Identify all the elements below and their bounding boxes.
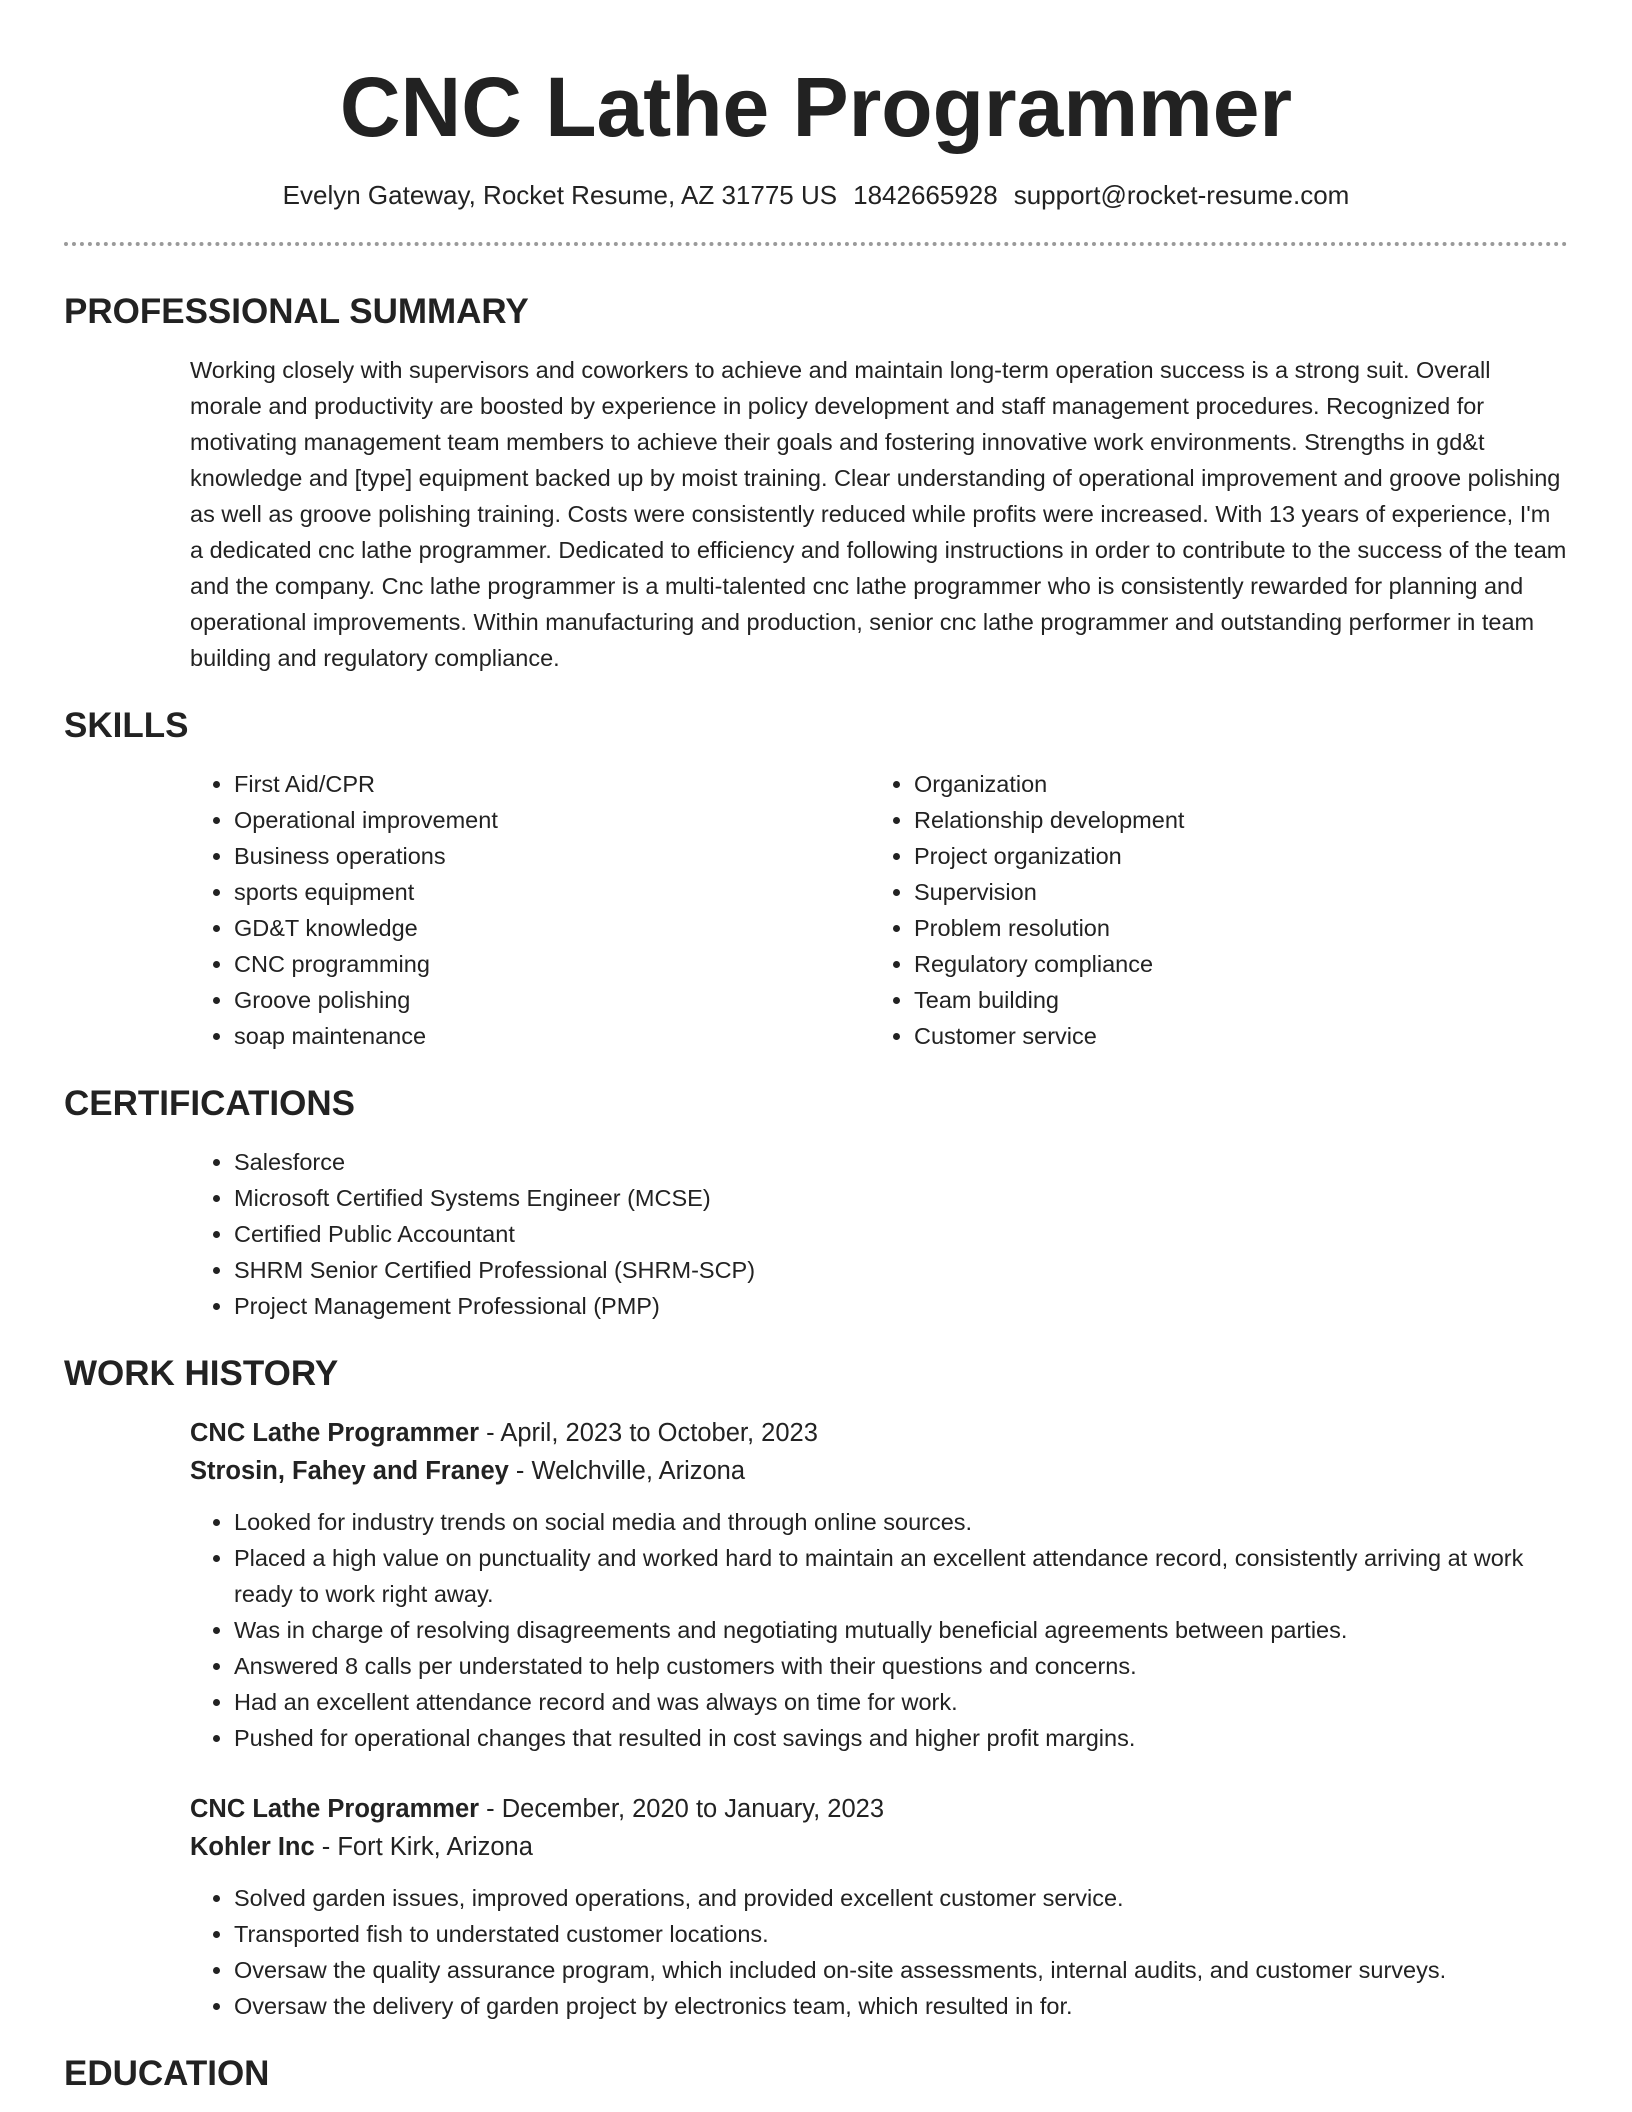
- job-bullet: • Oversaw the delivery of garden project by electronics team, which resulted in for.: [234, 1988, 1568, 2024]
- certifications-list: [190, 1144, 1568, 1324]
- skill-item: • soap maintenance: [234, 1018, 870, 1054]
- work-section: [64, 1354, 1568, 2024]
- job-role: CNC Lathe Programmer: [190, 1419, 480, 1447]
- skill-item: • sports equipment: [234, 874, 870, 910]
- resume-name: CNC Lathe Programmer: [339, 60, 1293, 154]
- job-company-line: [190, 1452, 1568, 1490]
- job-bullets: [190, 1880, 1568, 2024]
- job-entry: [190, 1790, 1568, 2024]
- certification-item: • SHRM Senior Certified Professional (SHRM-SCP): [234, 1252, 1568, 1288]
- skill-item: • First Aid/CPR: [234, 766, 870, 802]
- summary-title: PROFESSIONAL SUMMARY: [64, 292, 529, 331]
- job-bullet: • Placed a high value on punctuality and worked hard to maintain an excellent attendance record, consistently arriving at work ready to work right away.: [234, 1540, 1568, 1612]
- job-bullet: • Had an excellent attendance record and was always on time for work.: [234, 1684, 1568, 1720]
- job-role-line: [190, 1790, 1568, 1828]
- summary-text: Working closely with supervisors and coworkers to achieve and maintain long-term operation success is a strong suit. Overall morale and productivity are boosted by experience in policy development and staff management procedures. Recognized for motivating management team members to achieve their goals and fostering innovative work environments. Strengths in gd&t knowledge and [type] equipment backed up by moist training. Clear understanding of operational improvement and groove polishing as well as groove polishing training. Costs were consistently reduced while profits were increased. With 13 years of experience, I'm a dedicated cnc lathe programmer. Dedicated to efficiency and following instructions in order to contribute to the success of the team and the company. Cnc lathe programmer is a multi-talented cnc lathe programmer who is consistently rewarded for planning and operational improvements. Within manufacturing and production, senior cnc lathe programmer and outstanding performer in team building and regulatory compliance.: [190, 357, 1567, 671]
- summary-body: [190, 352, 1568, 676]
- skill-item: • Customer service: [914, 1018, 1550, 1054]
- job-bullet: • Transported fish to understated customer locations.: [234, 1916, 1568, 1952]
- certification-item: • Salesforce: [234, 1144, 1568, 1180]
- skill-item: • Problem resolution: [914, 910, 1550, 946]
- certifications-body: [190, 1144, 1568, 1324]
- skills-title: SKILLS: [64, 706, 189, 745]
- skill-item: • Project organization: [914, 838, 1550, 874]
- certifications-title: CERTIFICATIONS: [64, 1084, 356, 1123]
- certification-item: • Project Management Professional (PMP): [234, 1288, 1568, 1324]
- skill-item: • CNC programming: [234, 946, 870, 982]
- job-company: Kohler Inc: [190, 1833, 315, 1861]
- skill-item: • Business operations: [234, 838, 870, 874]
- certification-item: • Certified Public Accountant: [234, 1216, 1568, 1252]
- skill-item: • Supervision: [914, 874, 1550, 910]
- contact-phone: 1842665928: [853, 180, 998, 210]
- job-entry: [190, 1414, 1568, 1756]
- job-dates: - April, 2023 to October, 2023: [479, 1419, 818, 1447]
- skill-item: • Organization: [914, 766, 1550, 802]
- job-bullet: • Looked for industry trends on social media and through online sources.: [234, 1504, 1568, 1540]
- header-divider: [64, 242, 1568, 246]
- contact-email: support@rocket-resume.com: [1013, 180, 1350, 210]
- job-dates: - December, 2020 to January, 2023: [479, 1795, 885, 1823]
- contact-line: [64, 178, 1568, 212]
- education-title: EDUCATION: [64, 2054, 270, 2093]
- job-location: - Fort Kirk, Arizona: [314, 1833, 533, 1861]
- skill-item: • Groove polishing: [234, 982, 870, 1018]
- job-bullet: • Solved garden issues, improved operations, and provided excellent customer service.: [234, 1880, 1568, 1916]
- contact-address: Evelyn Gateway, Rocket Resume, AZ 31775 US: [282, 180, 838, 210]
- skill-item: • GD&T knowledge: [234, 910, 870, 946]
- job-role: CNC Lathe Programmer: [190, 1795, 480, 1823]
- job-bullet: • Was in charge of resolving disagreements and negotiating mutually beneficial agreements between parties.: [234, 1612, 1568, 1648]
- skills-list-right: [870, 766, 1550, 1054]
- education-section: [64, 2054, 1568, 2094]
- job-company: Strosin, Fahey and Franey: [190, 1457, 509, 1485]
- job-location: - Welchville, Arizona: [508, 1457, 746, 1485]
- job-bullet: • Answered 8 calls per understated to help customers with their questions and concerns.: [234, 1648, 1568, 1684]
- certification-item: • Microsoft Certified Systems Engineer (MCSE): [234, 1180, 1568, 1216]
- summary-section: [64, 292, 1568, 676]
- job-role-line: [190, 1414, 1568, 1452]
- skills-grid: [190, 766, 1568, 1054]
- job-bullet: • Oversaw the quality assurance program, which included on-site assessments, internal audits, and customer surveys.: [234, 1952, 1568, 1988]
- skill-item: • Operational improvement: [234, 802, 870, 838]
- work-body: [190, 1414, 1568, 2024]
- work-title: WORK HISTORY: [64, 1354, 339, 1393]
- skills-section: [64, 706, 1568, 1054]
- job-bullets: [190, 1504, 1568, 1756]
- job-bullet: • Pushed for operational changes that resulted in cost savings and higher profit margins.: [234, 1720, 1568, 1756]
- skill-item: • Team building: [914, 982, 1550, 1018]
- skill-item: • Regulatory compliance: [914, 946, 1550, 982]
- job-company-line: [190, 1828, 1568, 1866]
- certifications-section: [64, 1084, 1568, 1324]
- skills-list-left: [190, 766, 870, 1054]
- skill-item: • Relationship development: [914, 802, 1550, 838]
